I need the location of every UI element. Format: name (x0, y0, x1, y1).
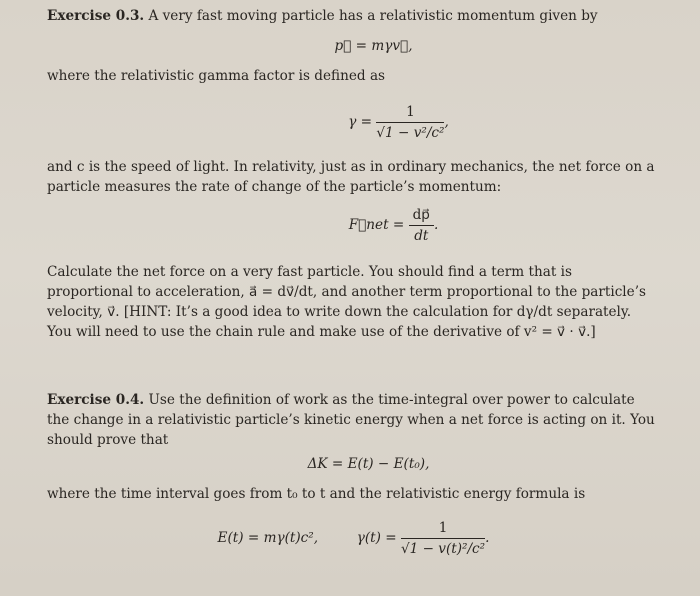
net-force-numerator: dp⃗ (409, 205, 434, 226)
gamma-t-lhs: γ(t) = (356, 530, 397, 546)
net-force-fraction (409, 205, 434, 246)
time-interval-text: where the time interval goes from t₀ to t and the relativistic energy formula is (47, 486, 586, 502)
net-force-lhs: F⃗net = (348, 217, 405, 233)
speed-of-light-text: and c is the speed of light. In relativity, just as in ordinary mechanics, the net force on a particle measures the rate of change of the particle’s momentum: (47, 159, 655, 195)
gamma-equation-tail: , (444, 114, 449, 130)
exercise-0-3-task: Calculate the net force on a very fast particle. You should find a term that is proportional to acceleration, a⃗ = dv⃗/dt, and another term proportional to the particle’s velocity, v⃗. [HINT: It’s a good idea to write down the calculation for dγ/dt separately. You will need to use the chain rule and make use of the derivative of v² = v⃗ · v⃗.] (47, 264, 647, 340)
energy-equation: E(t) = mγ(t)c², (217, 530, 319, 546)
gamma-denominator: √1 − v²/c² (376, 125, 445, 141)
exercise-0-4-intro-text: Use the definition of work as the time-integral over power to calculate the change in a relativistic particle’s kinetic energy when a net force is acting on it. You should prove that (47, 392, 655, 448)
net-force-denominator: dt (414, 228, 429, 244)
gamma-t-denominator: √1 − v(t)²/c² (400, 541, 486, 557)
kinetic-energy-equation-text: ΔK = E(t) − E(t₀), (307, 456, 430, 472)
exercise-0-4-heading: Exercise 0.4. (47, 392, 145, 408)
gamma-t-tail: . (485, 530, 490, 546)
gamma-equation (47, 102, 660, 143)
energy-equations (47, 518, 660, 559)
gamma-t-numerator: 1 (401, 518, 485, 539)
exercise-0-3-intro-text: A very fast moving particle has a relativistic momentum given by (148, 8, 598, 24)
gamma-numerator: 1 (376, 102, 444, 123)
momentum-equation-text: p⃗ = mγv⃗, (334, 38, 413, 54)
gamma-t-fraction (401, 518, 485, 559)
gamma-fraction (376, 102, 444, 143)
gamma-intro: where the relativistic gamma factor is defined as (47, 68, 386, 84)
gamma-equation-lhs: γ = (348, 114, 373, 130)
momentum-equation (47, 36, 660, 56)
exercise-0-3-intro (47, 6, 660, 26)
net-force-tail: . (433, 217, 439, 233)
exercise-0-4-intro (47, 390, 660, 450)
net-force-equation (47, 205, 660, 246)
exercise-0-3-heading: Exercise 0.3. (47, 8, 145, 24)
kinetic-energy-equation (47, 454, 660, 474)
